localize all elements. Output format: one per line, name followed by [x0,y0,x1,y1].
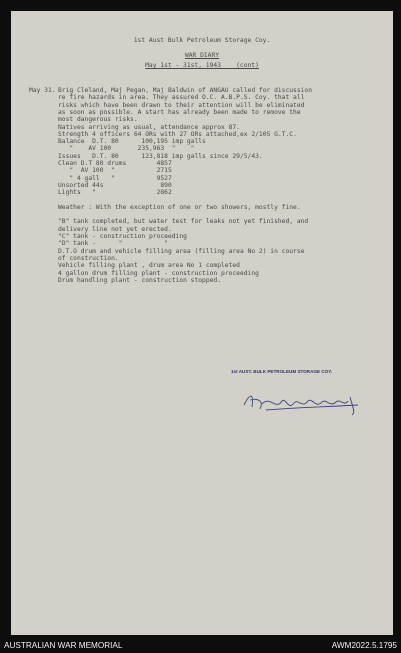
diary-line: Natives arriving as usual, attendance approx 87. [58,123,240,131]
diary-line: " AV 100 235,963 " " [58,145,195,153]
diary-line: 4 gallon drum filling plant - construction proceeding [58,269,259,277]
diary-line: "C" tank - construction proceeding [58,233,187,240]
footer-accession-number: AWM2022.5.1795 [331,641,397,650]
diary-line: Balance D.T. 80 100,195 imp galls [58,138,206,146]
unit-stamp: 1st AUST. BULK PETROLEUM STORAGE COY. [231,369,333,374]
diary-line: most dangerous risks. [58,116,138,124]
diary-line: "B" tank completed, but water test for leaks not yet finished, and [58,218,309,226]
footer-source: AUSTRALIAN WAR MEMORIAL [4,641,123,650]
diary-line: Strength 4 officers 64 ORs with 27 ORs attached,ex 2/105 G.T.C. [58,130,297,138]
signature [240,389,370,417]
diary-line: Lights " 2862 [58,189,172,197]
diary-line: D.T.O drum and vehicle filling area (filling area No 2) in course [58,247,305,255]
diary-line: Brig Cleland, Maj Pegan, Maj Baldwin of ANGAU called for discussion [58,87,313,94]
war-diary-title: WAR DIARY [184,52,220,59]
entry-date: May 31. [29,87,56,94]
period-label: May 1st - 31st, 1943 (cont) [145,62,259,69]
diary-line: Unsorted 44s 890 [58,181,172,189]
diary-line: as soon as possible. A start has already been made to remove the [58,108,301,116]
diary-line: Vehicle filling plant , drum area No 1 completed [58,262,240,270]
diary-line: Weather : With the exception of one or two showers, mostly fine. [58,203,301,211]
diary-line: " 4 gall " 9527 [58,174,172,182]
diary-line: of construction. [58,254,119,262]
unit-heading: 1st Aust Bulk Petroleum Storage Coy. [133,37,271,44]
diary-line: re fire hazards in area. They assured O.C. A.B.P.S. Coy. that all [58,94,305,102]
footer-bar [0,639,401,653]
document-page [11,11,393,635]
diary-line: Clean D.T 80 drums 4857 [58,160,172,167]
diary-line: delivery line not yet erected. [58,225,172,233]
diary-line: Issues D.T. 80 123,818 imp galls since 29/5/43. [58,152,263,160]
diary-line: risks which have been drawn to their attention will be eliminated [58,101,305,109]
diary-line: " AV 100 " 2715 [58,167,172,175]
diary-line: Drum handling plant - construction stopped. [58,276,222,284]
diary-line: "D" tank - " " [58,240,168,248]
